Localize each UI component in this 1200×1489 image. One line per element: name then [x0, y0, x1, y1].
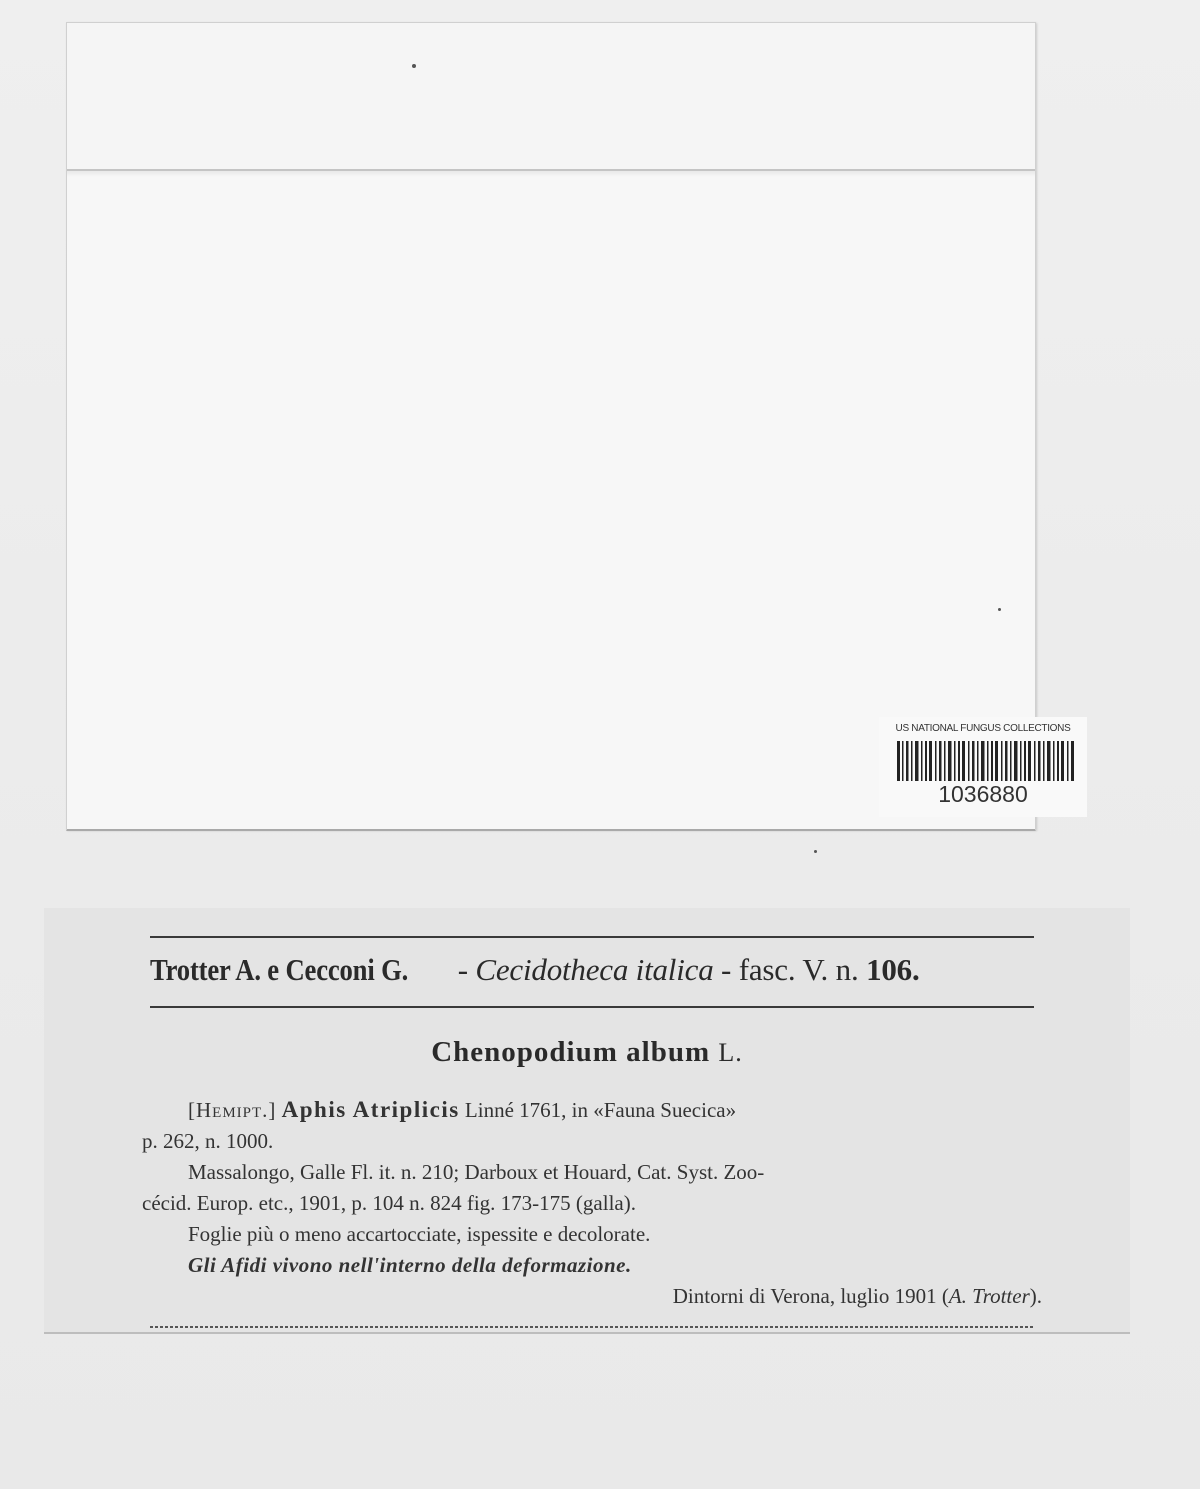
- label-line-5: Foglie più o meno accartocciate, ispessite e decolorate.: [188, 1222, 651, 1246]
- label-line-7: Dintorni di Verona, luglio 1901 (A. Trotter).: [672, 1284, 1042, 1308]
- host-name: Chenopodium album L.: [431, 1036, 743, 1068]
- label-line-3: Massalongo, Galle Fl. it. n. 210; Darboux et Houard, Cat. Syst. Zoo-: [188, 1160, 765, 1184]
- barcode-icon: [897, 741, 1077, 781]
- series-title: Cecidotheca italica: [475, 952, 714, 987]
- label-line-2: p. 262, n. 1000.: [142, 1129, 274, 1153]
- printed-label: [44, 908, 1130, 1334]
- collector: A. Trotter: [948, 1284, 1030, 1308]
- label-body: [142, 1094, 1042, 1312]
- series-authors: Trotter A. e Cecconi G.: [150, 952, 409, 987]
- label-line-1: [Hemipt.] Aphis Atriplicis Linné 1761, in «Fauna Suecica»: [188, 1097, 737, 1122]
- label-rule-top: [150, 936, 1034, 938]
- label-line-4: cécid. Europ. etc., 1901, p. 104 n. 824 fig. 173-175 (galla).: [142, 1191, 636, 1215]
- label-rule-bottom: [150, 1326, 1034, 1328]
- label-rule-middle: [150, 1006, 1034, 1008]
- series-line: Trotter A. e Cecconi G. - Cecidotheca italica - fasc. V. n. 106.: [150, 952, 920, 987]
- envelope-flap: [67, 23, 1035, 171]
- barcode-number: 1036880: [938, 781, 1028, 807]
- barcode-label: [879, 717, 1087, 817]
- barcode-caption: US NATIONAL FUNGUS COLLECTIONS: [895, 723, 1071, 734]
- series-number: 106.: [866, 952, 920, 987]
- insect-species: Aphis Atriplicis: [281, 1097, 460, 1122]
- label-line-6: Gli Afidi vivono nell'interno della deformazione.: [188, 1253, 632, 1277]
- specimen-envelope: [66, 22, 1071, 830]
